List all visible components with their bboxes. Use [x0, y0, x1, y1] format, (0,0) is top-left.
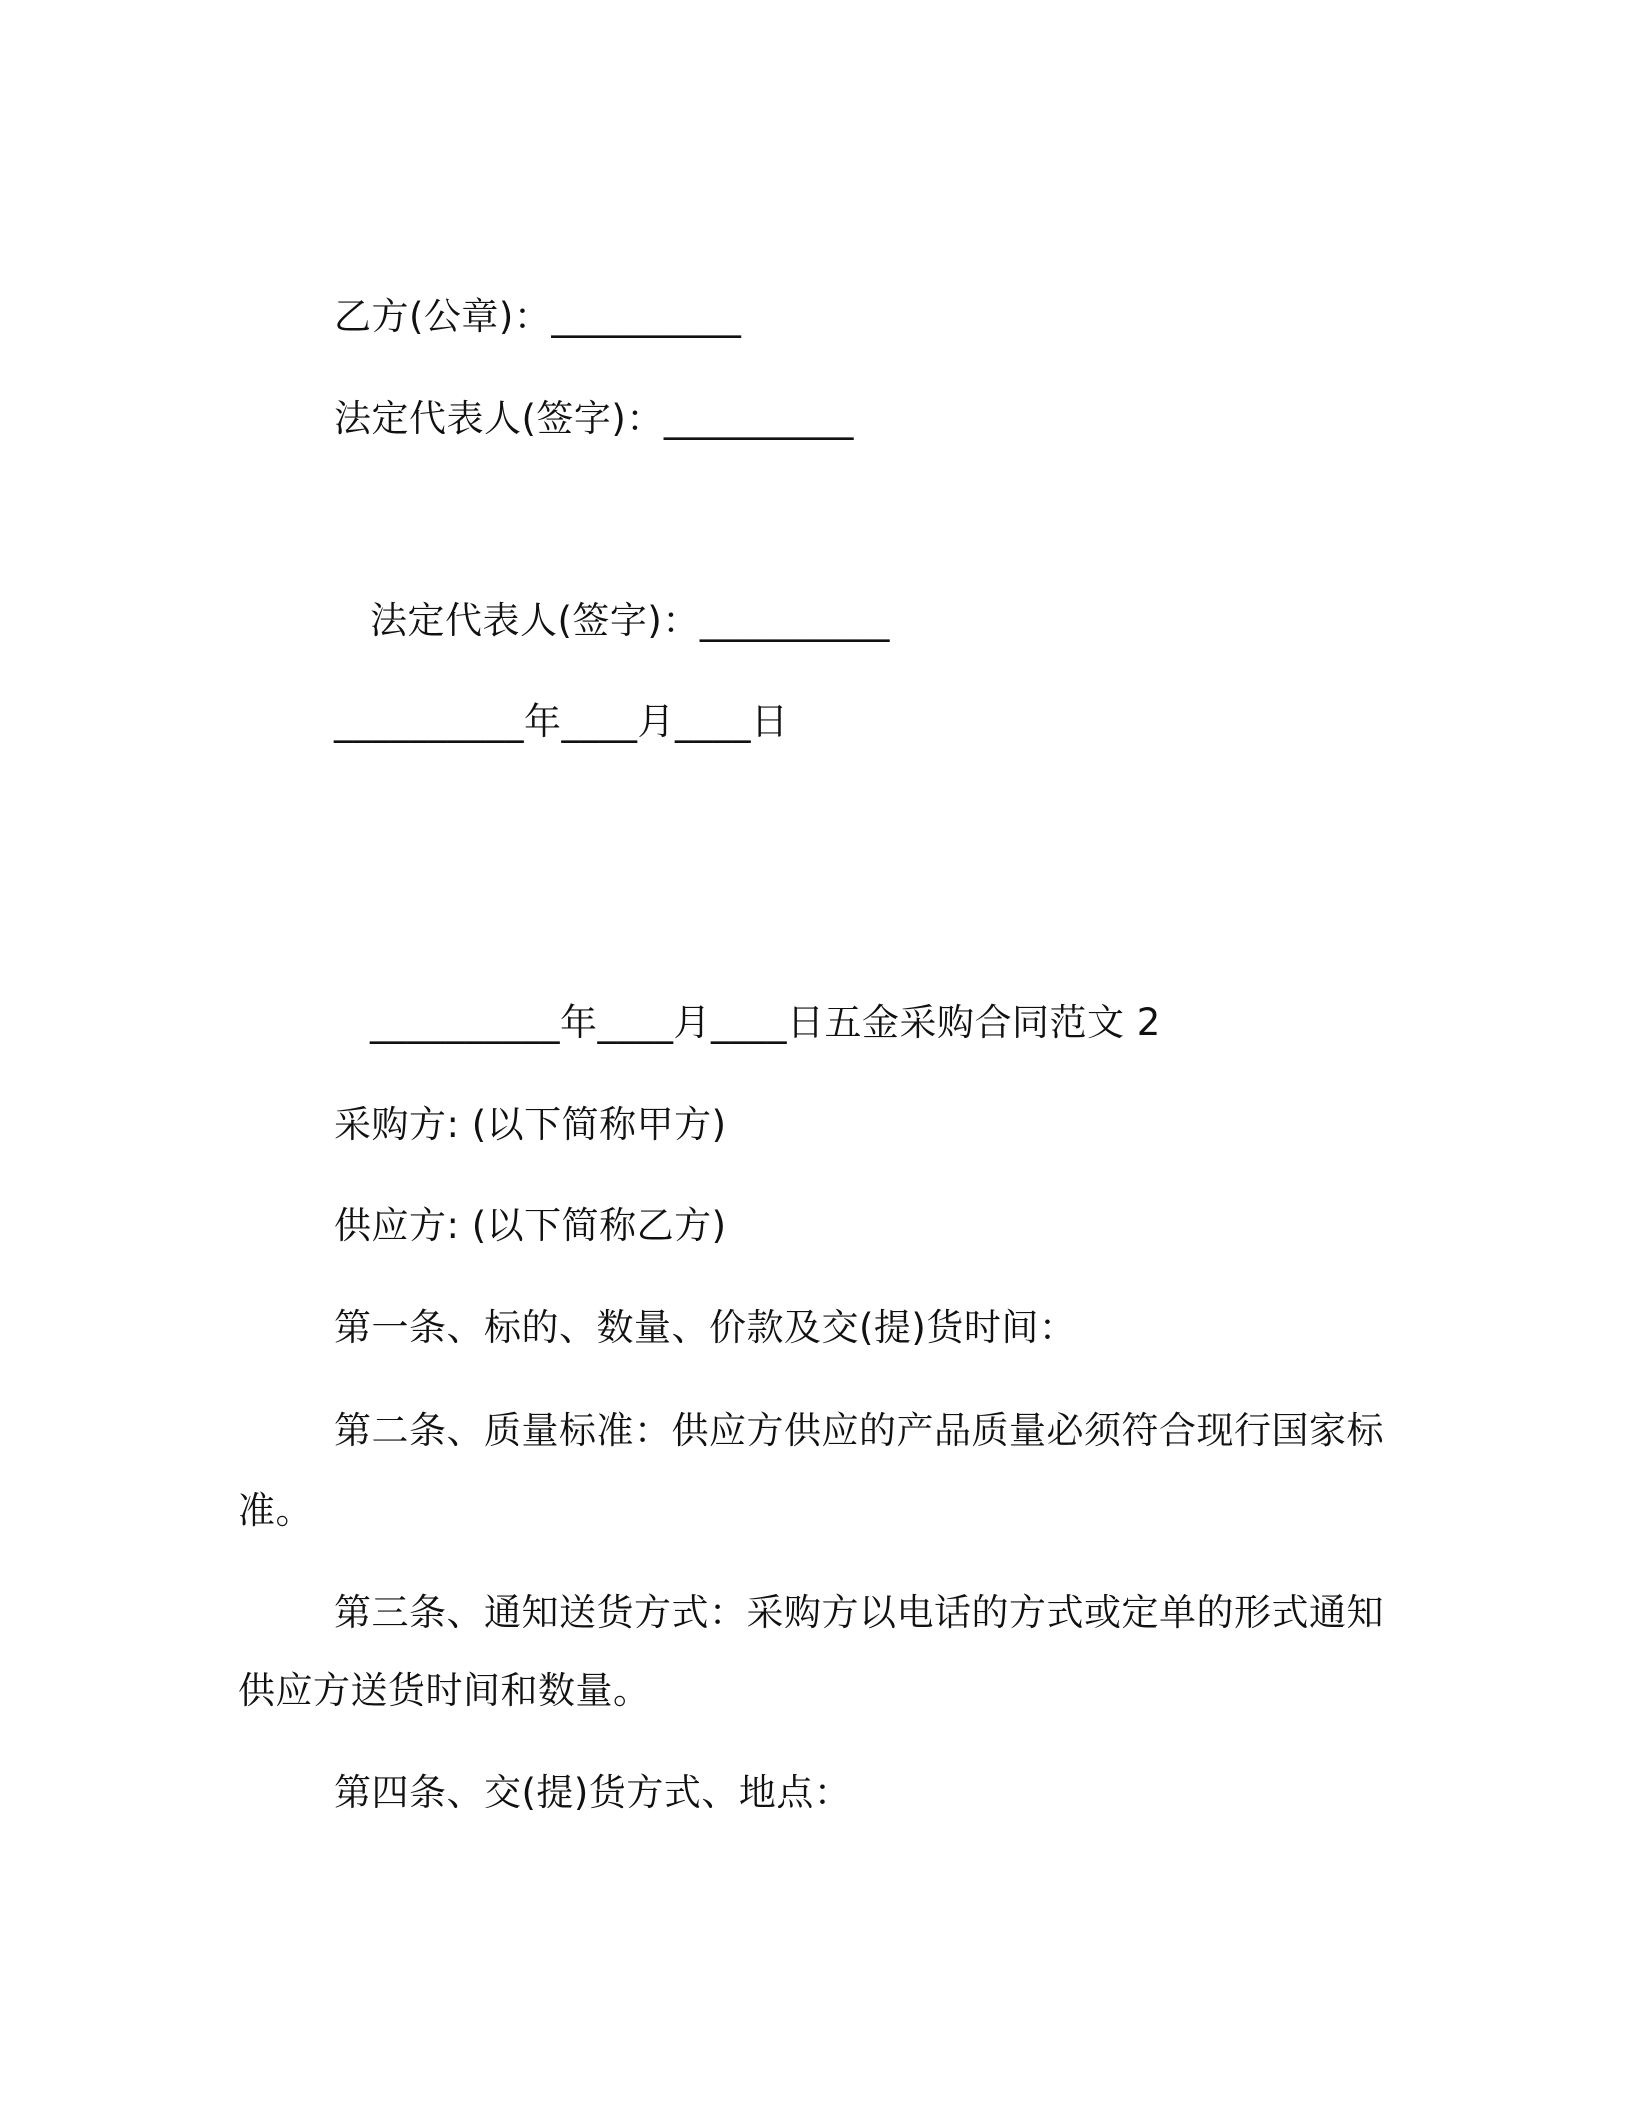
date-and-contract-title-line: __________年____月____日五金采购合同范文 2	[370, 1001, 1161, 1044]
legal-representative-signature-line-2: 法定代表人(签字)：__________	[370, 599, 890, 642]
article-3-line-2: 供应方送货时间和数量。	[238, 1669, 651, 1712]
legal-representative-signature-line: 法定代表人(签字)：__________	[334, 397, 854, 440]
article-3-line-1: 第三条、通知送货方式：采购方以电话的方式或定单的形式通知	[334, 1591, 1384, 1634]
supplier-line: 供应方: (以下简称乙方)	[334, 1204, 727, 1247]
article-1-heading: 第一条、标的、数量、价款及交(提)货时间：	[334, 1306, 1077, 1349]
article-4-heading: 第四条、交(提)货方式、地点：	[334, 1771, 852, 1814]
date-line: __________年____月____日	[334, 700, 789, 743]
article-2-line-2: 准。	[238, 1489, 313, 1532]
buyer-line: 采购方: (以下简称甲方)	[334, 1103, 727, 1146]
article-2-line-1: 第二条、质量标准：供应方供应的产品质量必须符合现行国家标	[334, 1409, 1384, 1452]
party-b-seal-line: 乙方(公章)：__________	[334, 295, 742, 338]
